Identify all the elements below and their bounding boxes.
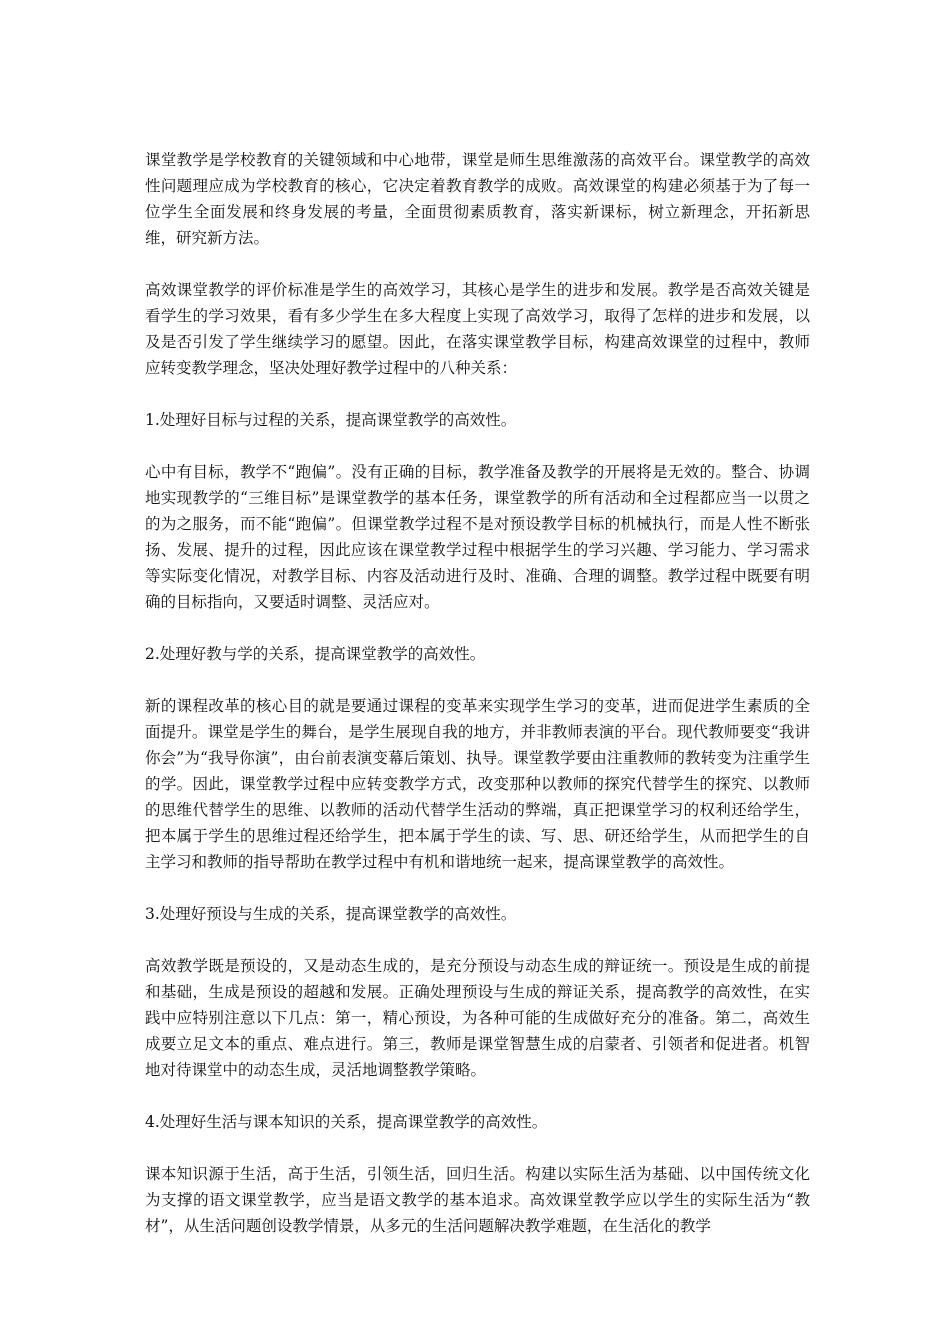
section-heading-1: 1.处理好目标与过程的关系，提高课堂教学的高效性。: [145, 411, 517, 429]
document-body: [145, 147, 810, 1265]
paragraph-section-4: 课本知识源于生活，高于生活，引领生活，回归生活。构建以实际生活为基础、以中国传统文化为支撑的语文课堂教学，应当是语文教学的基本追求。高效课堂教学应以学生的实际生活为“教材”，从生活问题创设教学情景，从多元的生活问题解决教学难题，在生活化的教学: [145, 1165, 810, 1235]
section-heading-3: 3.处理好预设与生成的关系，提高课堂教学的高效性。: [145, 905, 517, 923]
paragraph-evaluation-standard: 高效课堂教学的评价标准是学生的高效学习，其核心是学生的进步和发展。教学是否高效关键是看学生的学习效果，看有多少学生在多大程度上实现了高效学习，取得了怎样的进步和发展，以及是否引发了学生继续学习的愿望。因此，在落实课堂教学目标，构建高效课堂的过程中，教师应转变教学理念，坚决处理好教学过程中的八种关系：: [145, 281, 810, 377]
paragraph-section-3: 高效教学既是预设的，又是动态生成的，是充分预设与动态生成的辩证统一。预设是生成的前提和基础，生成是预设的超越和发展。正确处理预设与生成的辩证关系，提高教学的高效性，在实践中应特别注意以下几点：第一，精心预设，为各种可能的生成做好充分的准备。第二，高效生成要立足文本的重点、难点进行。第三，教师是课堂智慧生成的启蒙者、引领者和促进者。机智地对待课堂中的动态生成，灵活地调整教学策略。: [145, 957, 810, 1079]
section-heading-4: 4.处理好生活与课本知识的关系，提高课堂教学的高效性。: [145, 1113, 548, 1131]
section-heading-2: 2.处理好教与学的关系，提高课堂教学的高效性。: [145, 645, 486, 663]
paragraph-section-2: 新的课程改革的核心目的就是要通过课程的变革来实现学生学习的变革，进而促进学生素质的全面提升。课堂是学生的舞台，是学生展现自我的地方，并非教师表演的平台。现代教师要变“我讲你会”为“我导你演”，由台前表演变幕后策划、执导。课堂教学要由注重教师的教转变为注重学生的学。因此，课堂教学过程中应转变教学方式，改变那种以教师的探究代替学生的探究、以教师的思维代替学生的思维、以教师的活动代替学生活动的弊端，真正把课堂学习的权利还给学生，把本属于学生的思维过程还给学生，把本属于学生的读、写、思、研还给学生，从而把学生的自主学习和教师的指导帮助在教学过程中有机和谐地统一起来，提高课堂教学的高效性。: [145, 697, 810, 871]
paragraph-intro: 课堂教学是学校教育的关键领域和中心地带，课堂是师生思维激荡的高效平台。课堂教学的高效性问题理应成为学校教育的核心，它决定着教育教学的成败。高效课堂的构建必须基于为了每一位学生全面发展和终身发展的考量，全面贯彻素质教育，落实新课标，树立新理念，开拓新思维，研究新方法。: [145, 151, 810, 247]
paragraph-section-1: 心中有目标，教学不“跑偏”。没有正确的目标，教学准备及教学的开展将是无效的。整合、协调地实现教学的“三维目标”是课堂教学的基本任务，课堂教学的所有活动和全过程都应当一以贯之的为之服务，而不能“跑偏”。但课堂教学过程不是对预设教学目标的机械执行，而是人性不断张扬、发展、提升的过程，因此应该在课堂教学过程中根据学生的学习兴趣、学习能力、学习需求等实际变化情况，对教学目标、内容及活动进行及时、准确、合理的调整。教学过程中既要有明确的目标指向，又要适时调整、灵活应对。: [145, 463, 810, 611]
